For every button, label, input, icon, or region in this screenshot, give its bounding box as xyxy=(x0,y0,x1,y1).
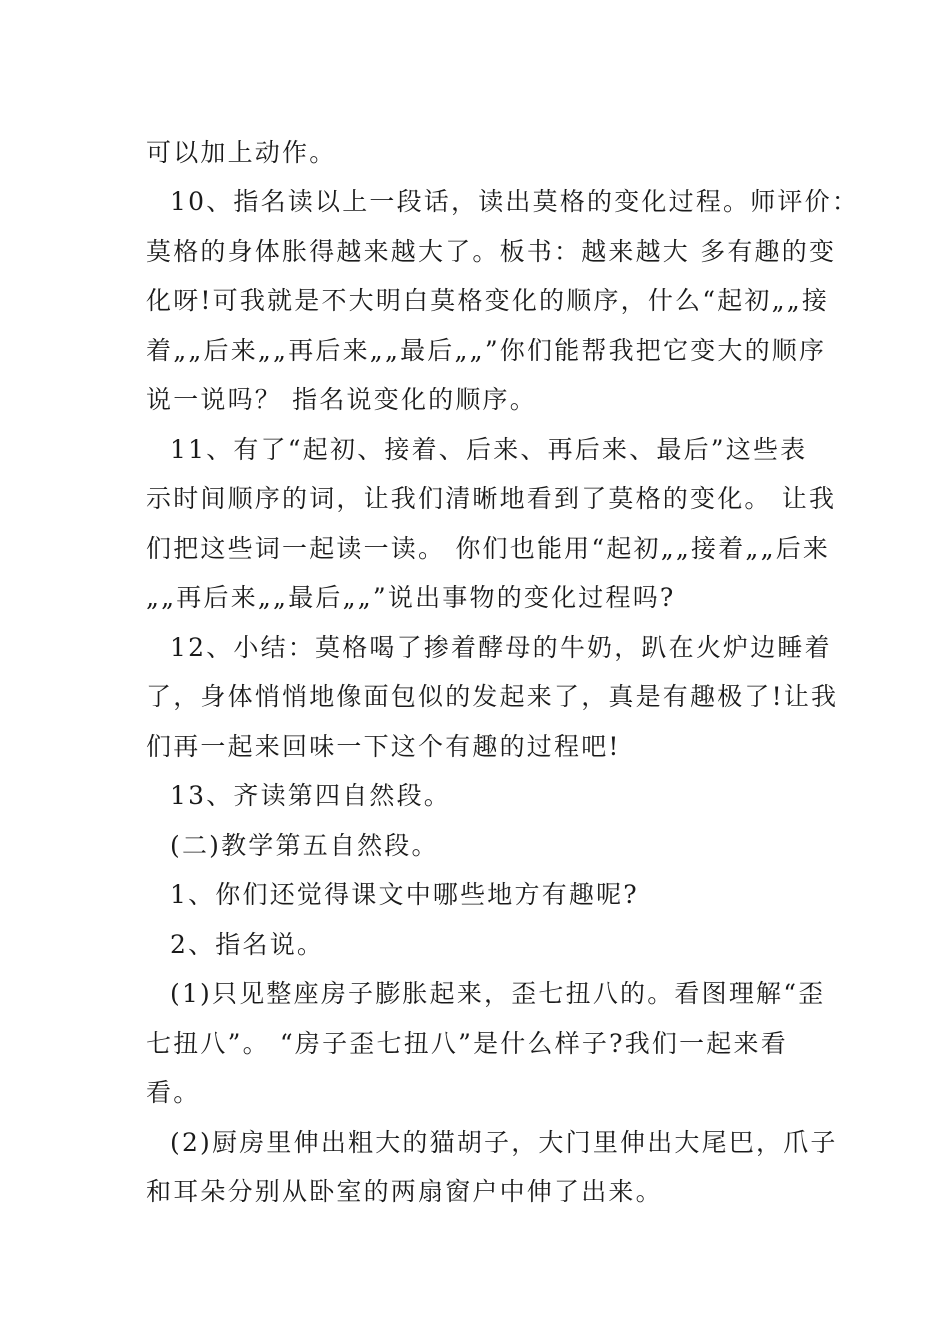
text-line: (1)只见整座房子膨胀起来，歪七扭八的。看图理解“歪 xyxy=(170,979,826,1008)
text-line: 七扭八”。 “房子歪七扭八”是什么样子?我们一起来看 xyxy=(146,1029,788,1058)
text-line: 1、你们还觉得课文中哪些地方有趣呢? xyxy=(170,880,639,909)
text-line: 化呀!可我就是不大明白莫格变化的顺序，什么“起初„„接 xyxy=(146,286,830,315)
text-line: (二)教学第五自然段。 xyxy=(170,831,439,860)
text-line: 11、有了“起初、接着、后来、再后来、最后”这些表 xyxy=(170,435,808,464)
text-line: „„再后来„„最后„„”说出事物的变化过程吗? xyxy=(146,583,676,612)
text-line: 10、指名读以上一段话，读出莫格的变化过程。师评价： xyxy=(170,187,860,216)
text-line: 们再一起来回味一下这个有趣的过程吧! xyxy=(146,732,621,761)
text-line: 2、指名说。 xyxy=(170,930,325,959)
text-line: 着„„后来„„再后来„„最后„„”你们能帮我把它变大的顺序 xyxy=(146,336,827,365)
text-line: 12、小结：莫格喝了掺着酵母的牛奶，趴在火炉边睡着 xyxy=(170,633,832,662)
text-line: 说一说吗？ 指名说变化的顺序。 xyxy=(146,385,537,414)
text-line: 莫格的身体胀得越来越大了。板书：越来越大 多有趣的变 xyxy=(146,237,837,266)
text-line: 13、齐读第四自然段。 xyxy=(170,781,452,810)
text-line: 可以加上动作。 xyxy=(146,138,337,167)
text-line: 看。 xyxy=(146,1078,201,1107)
text-line: 了，身体悄悄地像面包似的发起来了，真是有趣极了!让我 xyxy=(146,682,839,711)
text-line: 和耳朵分别从卧室的两扇窗户中伸了出来。 xyxy=(146,1177,663,1206)
text-line: (2)厨房里伸出粗大的猫胡子，大门里伸出大尾巴，爪子 xyxy=(170,1128,838,1157)
text-line: 示时间顺序的词，让我们清晰地看到了莫格的变化。 让我 xyxy=(146,484,837,513)
text-line: 们把这些词一起读一读。 你们也能用“起初„„接着„„后来 xyxy=(146,534,831,563)
